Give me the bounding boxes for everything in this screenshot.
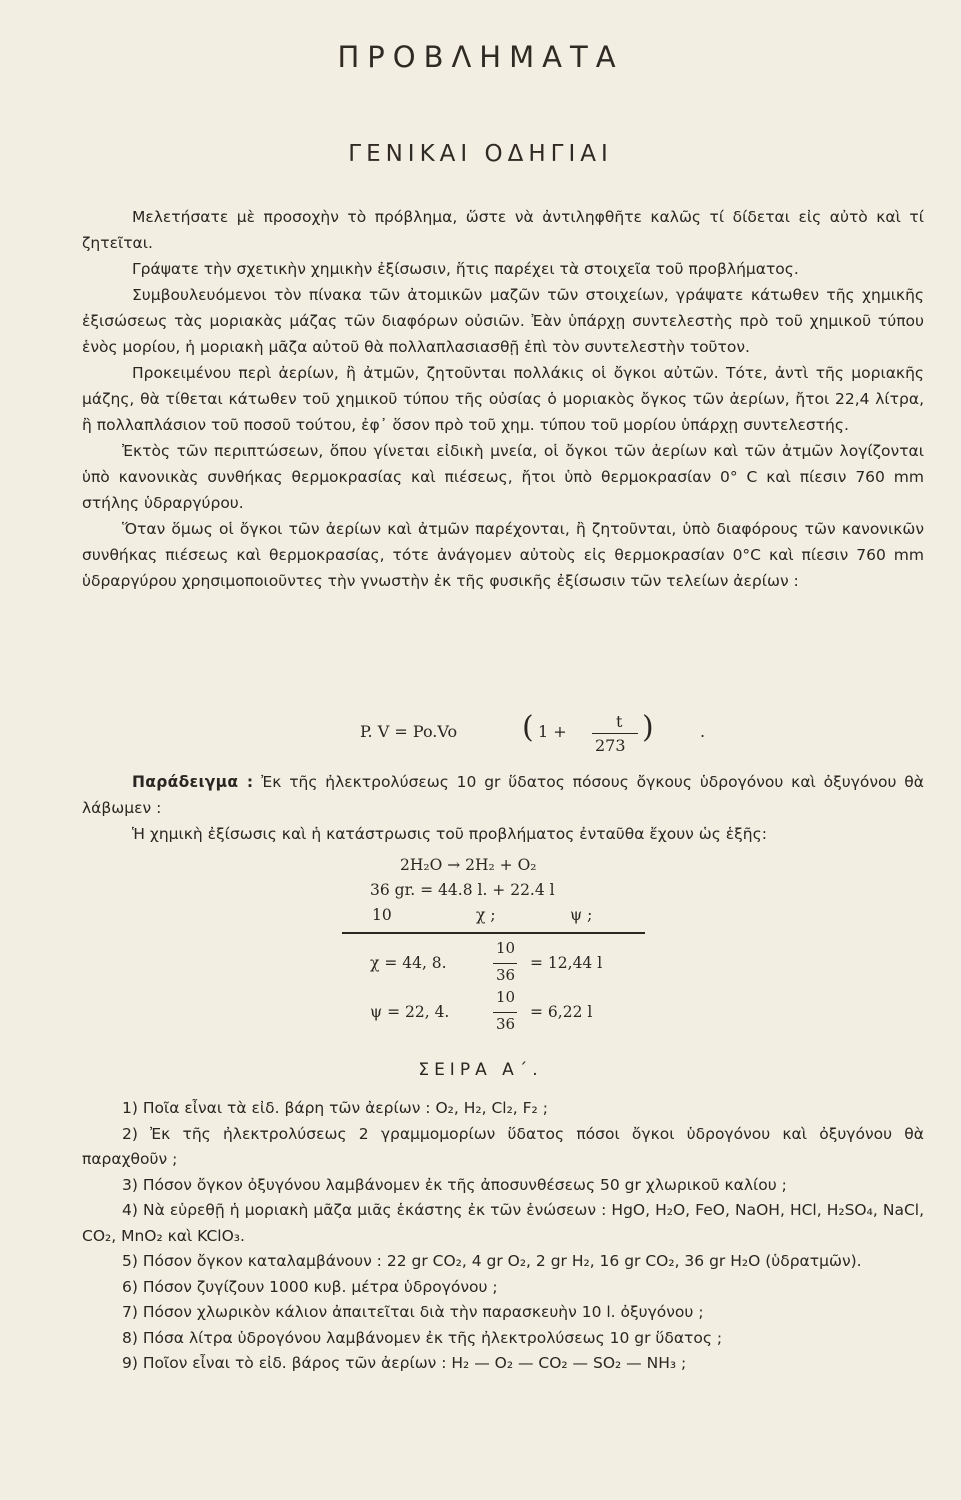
unknown-psi: ψ ; — [570, 906, 593, 924]
mass-equation: 36 gr. = 44.8 l. + 22.4 l — [370, 881, 555, 899]
paragraph: Προκειμένου περὶ ἀερίων, ἢ ἀτμῶν, ζητοῦνται πολλάκις οἱ ὄγκοι αὐτῶν. Τότε, ἀντὶ τῆς μοριακῆς μάζης, θὰ τίθεται κάτωθεν τοῦ χημικοῦ τύπου τῆς οὐσίας ὁ μοριακὸς ὄγκος τῶν ἀερίων, ἤτοι 22,4 λίτρα, ἢ πολλαπλάσιον τοῦ ποσοῦ τούτου, ἐφ᾽ ὅσον πρὸ τοῦ χημ. τύπου τοῦ μορίου ὑπάρχῃ συντελεστής. — [82, 364, 924, 434]
reaction-equation: 2H₂O → 2H₂ + O₂ — [400, 856, 537, 874]
example-intro: Ἡ χημικὴ ἐξίσωσις καὶ ἡ κατάστρωσις τοῦ προβλήματος ἐνταῦθα ἔχουν ὡς ἑξῆς: — [132, 825, 767, 843]
series-title: ΣΕΙΡΑ Α΄. — [418, 1060, 543, 1080]
example-text: Ἐκ τῆς ἠλεκτρολύσεως 10 gr ὕδατος πόσους ὄγκους ὑδρογόνου καὶ ὀξυγόνου θὰ λάβωμεν : — [82, 773, 924, 817]
psi-fraction-numerator: 10 — [496, 988, 516, 1006]
problem-item: 7) Πόσον χλωρικὸν κάλιον ἀπαιτεῖται διὰ τὴν παρασκευὴν 10 l. ὀξυγόνου ; — [122, 1303, 704, 1321]
formula-lhs: P. V = Po.Vo — [360, 722, 458, 741]
paragraph: Μελετήσατε μὲ προσοχὴν τὸ πρόβλημα, ὥστε νὰ ἀντιληφθῆτε καλῶς τί δίδεται εἰς αὐτὸ καὶ τί ζητεῖται. — [82, 208, 924, 252]
psi-solution-rhs: = 6,22 l — [530, 1003, 593, 1021]
instructions — [82, 204, 924, 594]
paragraph: Συμβουλευόμενοι τὸν πίνακα τῶν ἀτομικῶν μαζῶν τῶν στοιχείων, γράψατε κάτωθεν τῆς χημικῆς ἐξισώσεως τὰς μοριακὰς μάζας τῶν διαφόρων οὐσιῶν. Ἐὰν ὑπάρχῃ συντελεστὴς πρὸ τοῦ χημικοῦ τύπου ἑνὸς μορίου, ἡ μοριακὴ μᾶζα αὐτοῦ θὰ πολλαπλασιασθῇ ἐπὶ τὸν συντελεστὴν τοῦτον. — [82, 286, 924, 356]
x-fraction-line — [493, 963, 517, 964]
example-paragraph — [82, 769, 924, 821]
example-block — [82, 769, 924, 847]
x-solution-lhs: χ = 44, 8. — [370, 954, 447, 972]
x-fraction-denominator: 36 — [496, 966, 516, 984]
separator-rule — [342, 932, 645, 934]
problem-item: 3) Πόσον ὄγκον ὀξυγόνου λαμβάνομεν ἐκ τῆς ἀποσυνθέσεως 50 gr χλωρικοῦ καλίου ; — [122, 1175, 787, 1194]
x-fraction-numerator: 10 — [496, 939, 516, 957]
unknown-x: χ ; — [476, 906, 496, 924]
problem-item: 9) Ποῖον εἶναι τὸ εἰδ. βάρος τῶν ἀερίων : H₂ — O₂ — CO₂ — SO₂ — NH₃ ; — [122, 1354, 687, 1372]
problem-item: 8) Πόσα λίτρα ὑδρογόνου λαμβάνομεν ἐκ τῆς ἠλεκτρολύσεως 10 gr ὕδατος ; — [122, 1328, 723, 1347]
problem-item: 2) Ἐκ τῆς ἠλεκτρολύσεως 2 γραμμομορίων ὕδατος πόσοι ὄγκοι ὑδρογόνου καὶ ὀξυγόνου θὰ παραχθοῦν ; — [82, 1124, 924, 1168]
problem-item: 4) Νὰ εὑρεθῇ ἡ μοριακὴ μᾶζα μιᾶς ἑκάστης ἐκ τῶν ἑνώσεων : HgO, H₂O, FeO, NaOH, HCl, H₂SO₄, NaCl, CO₂, MnO₂ καὶ KClO₃. — [82, 1201, 924, 1245]
paragraph: Γράψατε τὴν σχετικὴν χημικὴν ἐξίσωσιν, ἥτις παρέχει τὰ στοιχεῖα τοῦ προβλήματος. — [132, 260, 799, 278]
gas-law-formula — [360, 706, 760, 756]
example-label: Παράδειγμα : — [132, 773, 254, 791]
formula-trail: . — [700, 722, 706, 741]
fraction-line — [592, 733, 638, 734]
problem-item: 1) Ποῖα εἶναι τὰ εἰδ. βάρη τῶν ἀερίων : O₂, H₂, Cl₂, F₂ ; — [122, 1099, 548, 1117]
page-title: ΠΡΟΒΛΗΜΑΤΑ — [337, 40, 624, 74]
problem-list — [82, 1096, 924, 1377]
problem-item: 6) Πόσον ζυγίζουν 1000 κυβ. μέτρα ὑδρογόνου ; — [122, 1277, 498, 1296]
one-plus: 1 + — [538, 722, 567, 741]
psi-fraction-denominator: 36 — [496, 1015, 516, 1033]
open-paren: ( — [522, 710, 534, 745]
psi-solution-lhs: ψ = 22, 4. — [370, 1003, 450, 1021]
close-paren: ) — [642, 710, 654, 745]
paragraph: Ὅταν ὅμως οἱ ὄγκοι τῶν ἀερίων καὶ ἀτμῶν παρέχονται, ἢ ζητοῦνται, ὑπὸ διαφόρους τῶν κανονικῶν συνθήκας πιέσεως καὶ θερμοκρασίας, τότε ἀνάγομεν αὐτοὺς εἰς θερμοκρασίαν 0°C καὶ πίεσιν 760 mm ὑδραργύρου χρησιμοποιοῦντες τὴν γνωστὴν ἐκ τῆς φυσικῆς ἐξίσωσιν τῶν τελείων ἀερίων : — [82, 520, 924, 590]
psi-fraction-line — [493, 1012, 517, 1013]
paragraph: Ἐκτὸς τῶν περιπτώσεων, ὅπου γίνεται εἰδικὴ μνεία, οἱ ὄγκοι τῶν ἀερίων καὶ τῶν ἀτμῶν λογίζονται ὑπὸ κανονικὰς συνθήκας θερμοκρασίας καὶ πιέσεως, ἤτοι ὑπὸ θερμοκρασίαν 0° C καὶ πίεσιν 760 mm στήλης ὑδραργύρου. — [82, 442, 924, 512]
problem-item: 5) Πόσον ὄγκον καταλαμβάνουν : 22 gr CO₂, 4 gr O₂, 2 gr H₂, 16 gr CO₂, 36 gr H₂O (ὑδρατμῶν). — [122, 1252, 862, 1270]
section-title: ΓΕΝΙΚΑΙ ΟΔΗΓΙΑΙ — [348, 141, 613, 167]
given-value: 10 — [372, 906, 392, 924]
fraction-denominator: 273 — [595, 736, 626, 755]
x-solution-rhs: = 12,44 l — [530, 954, 603, 972]
fraction-numerator: t — [616, 712, 623, 731]
